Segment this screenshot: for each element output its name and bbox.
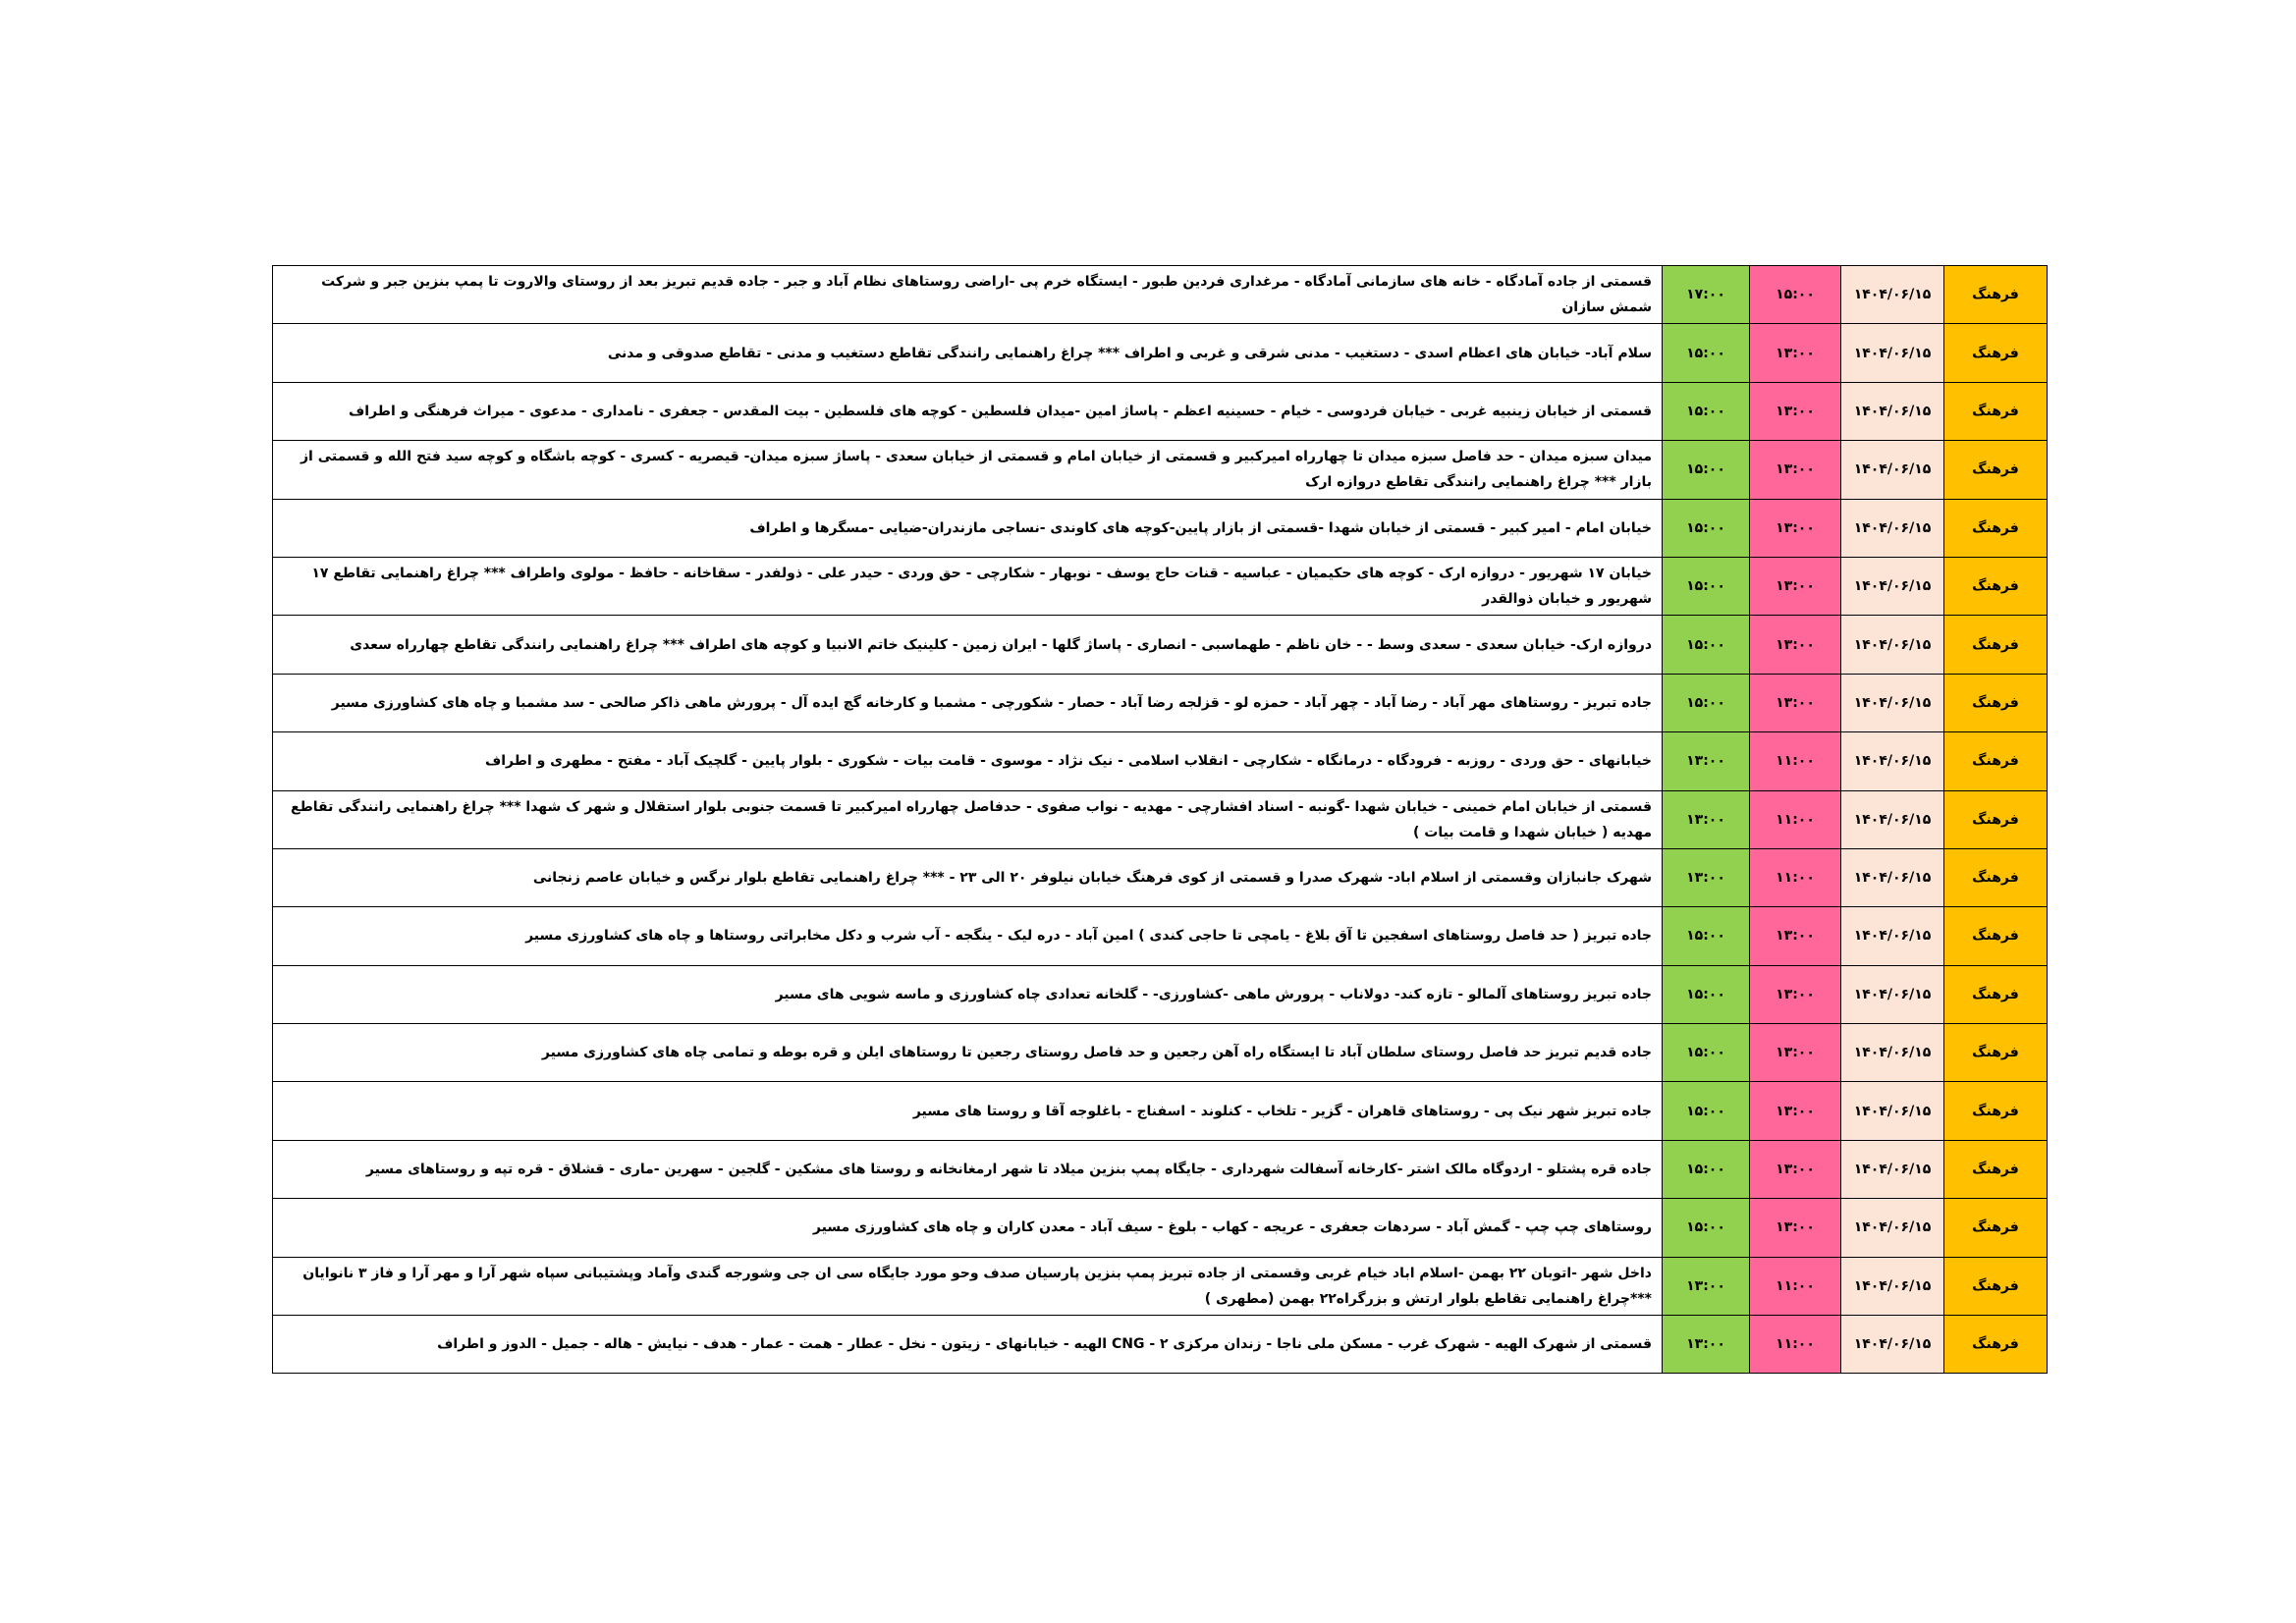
table-row	[273, 732, 2048, 790]
date-cell: ۱۴۰۴/۰۶/۱۵	[1841, 324, 1944, 382]
region-cell: فرهنگ	[1944, 1024, 2048, 1082]
end-time-cell: ۱۳:۰۰	[1663, 848, 1750, 906]
affected-area-cell: جاده قره پشتلو - اردوگاه مالک اشتر -کارخانه آسفالت شهرداری - جایگاه پمپ بنزین میلاد تا شهر ارمغانخانه و روستا های مشکین - گلجین - سهرین -ماری - قشلاق - قره تپه و روستاهای مسیر	[273, 1140, 1663, 1198]
affected-area-cell: جاده تبریز روستاهای آلمالو - تازه کند- دولاناب - پرورش ماهی -کشاورزی- - گلخانه تعدادی چاه کشاورزی و ماسه شویی های مسیر	[273, 965, 1663, 1023]
affected-area-cell: دروازه ارک- خیابان سعدی - سعدی وسط - - خان ناظم - طهماسبی - انصاری - پاساژ گلها - ایران زمین - کلینیک خاتم الانبیا و کوچه های اطراف *** چراغ راهنمایی رانندگی تقاطع چهارراه سعدی	[273, 616, 1663, 674]
start-time-cell: ۱۵:۰۰	[1750, 266, 1841, 324]
table-row	[273, 1024, 2048, 1082]
region-cell: فرهنگ	[1944, 965, 2048, 1023]
region-cell: فرهنگ	[1944, 1140, 2048, 1198]
table-row	[273, 1140, 2048, 1198]
table-row	[273, 499, 2048, 557]
date-cell: ۱۴۰۴/۰۶/۱۵	[1841, 266, 1944, 324]
start-time-cell: ۱۳:۰۰	[1750, 907, 1841, 965]
affected-area-cell: شهرک جانبازان وقسمتی از اسلام اباد- شهرک صدرا و قسمتی از کوی فرهنگ خیابان نیلوفر ۲۰ الی ۲۳ - *** چراغ راهنمایی تقاطع بلوار نرگس و خیابان عاصم زنجانی	[273, 848, 1663, 906]
end-time-cell: ۱۵:۰۰	[1663, 441, 1750, 499]
end-time-cell: ۱۳:۰۰	[1663, 732, 1750, 790]
table-row	[273, 324, 2048, 382]
date-cell: ۱۴۰۴/۰۶/۱۵	[1841, 1140, 1944, 1198]
start-time-cell: ۱۳:۰۰	[1750, 324, 1841, 382]
date-cell: ۱۴۰۴/۰۶/۱۵	[1841, 382, 1944, 440]
end-time-cell: ۱۳:۰۰	[1663, 1316, 1750, 1374]
end-time-cell: ۱۵:۰۰	[1663, 382, 1750, 440]
start-time-cell: ۱۱:۰۰	[1750, 1316, 1841, 1374]
table-row	[273, 441, 2048, 499]
end-time-cell: ۱۵:۰۰	[1663, 499, 1750, 557]
region-cell: فرهنگ	[1944, 732, 2048, 790]
start-time-cell: ۱۳:۰۰	[1750, 1024, 1841, 1082]
end-time-cell: ۱۳:۰۰	[1663, 1257, 1750, 1315]
outage-schedule-table	[272, 265, 2048, 1374]
region-cell: فرهنگ	[1944, 1082, 2048, 1140]
date-cell: ۱۴۰۴/۰۶/۱۵	[1841, 1082, 1944, 1140]
table-row	[273, 1257, 2048, 1315]
end-time-cell: ۱۵:۰۰	[1663, 907, 1750, 965]
date-cell: ۱۴۰۴/۰۶/۱۵	[1841, 790, 1944, 848]
region-cell: فرهنگ	[1944, 848, 2048, 906]
table-row	[273, 848, 2048, 906]
end-time-cell: ۱۷:۰۰	[1663, 266, 1750, 324]
date-cell: ۱۴۰۴/۰۶/۱۵	[1841, 907, 1944, 965]
affected-area-cell: جاده تبریز - روستاهای مهر آباد - رضا آباد - چهر آباد - حمزه لو - قزلجه رضا آباد - حصار - شکورچی - مشمبا و کارخانه گچ ایده آل - پرورش ماهی ذاکر صالحی - سد مشمبا و چاه های کشاورزی مسیر	[273, 674, 1663, 731]
start-time-cell: ۱۱:۰۰	[1750, 790, 1841, 848]
start-time-cell: ۱۱:۰۰	[1750, 848, 1841, 906]
date-cell: ۱۴۰۴/۰۶/۱۵	[1841, 1257, 1944, 1315]
table-row	[273, 1199, 2048, 1257]
end-time-cell: ۱۵:۰۰	[1663, 674, 1750, 731]
affected-area-cell: قسمتی از شهرک الهیه - شهرک غرب - مسکن ملی ناجا - زندان مرکزی ۲ - CNG الهیه - خیابانهای - زیتون - نخل - عطار - همت - عمار - هدف - نیایش - هاله - جمیل - الدوز و اطراف	[273, 1316, 1663, 1374]
affected-area-cell: خیابانهای - حق وردی - روزبه - فرودگاه - درمانگاه - شکارچی - انقلاب اسلامی - نیک نژاد - موسوی - قامت بیات - شکوری - بلوار پایین - گلچیک آباد - مفتح - مطهری و اطراف	[273, 732, 1663, 790]
table-row	[273, 557, 2048, 615]
date-cell: ۱۴۰۴/۰۶/۱۵	[1841, 441, 1944, 499]
affected-area-cell: قسمتی از خیابان امام خمینی - خیابان شهدا -گونبه - اسناد افشارچی - مهدیه - نواب صفوی - حدفاصل چهارراه امیرکبیر تا قسمت جنوبی بلوار استقلال و شهر ک شهدا *** چراغ راهنمایی رانندگی تقاطع مهدیه ( خیابان شهدا و قامت بیات )	[273, 790, 1663, 848]
table-row	[273, 1082, 2048, 1140]
affected-area-cell: داخل شهر -اتوبان ۲۲ بهمن -اسلام اباد خیام غربی وقسمتی از جاده تبریز پمپ بنزین پارسیان صدف وحو مورد جایگاه سی ان جی وشورجه گندی وآماد وپشتیبانی سپاه شهر آرا و مهر آرا و فاز ۳ نانوایان ***چراغ راهنمایی تقاطع بلوار ارتش و بزرگراه۲۲ بهمن (مطهری )	[273, 1257, 1663, 1315]
region-cell: فرهنگ	[1944, 266, 2048, 324]
start-time-cell: ۱۳:۰۰	[1750, 499, 1841, 557]
region-cell: فرهنگ	[1944, 1199, 2048, 1257]
start-time-cell: ۱۳:۰۰	[1750, 441, 1841, 499]
date-cell: ۱۴۰۴/۰۶/۱۵	[1841, 499, 1944, 557]
table-row	[273, 382, 2048, 440]
table-row	[273, 790, 2048, 848]
table-row	[273, 907, 2048, 965]
date-cell: ۱۴۰۴/۰۶/۱۵	[1841, 1316, 1944, 1374]
table-row	[273, 965, 2048, 1023]
affected-area-cell: روستاهای چپ چپ - گمش آباد - سردهات جعفری - عریجه - کهاب - بلوغ - سیف آباد - معدن کاران و چاه های کشاورزی مسیر	[273, 1199, 1663, 1257]
start-time-cell: ۱۳:۰۰	[1750, 1140, 1841, 1198]
table-row	[273, 266, 2048, 324]
region-cell: فرهنگ	[1944, 1316, 2048, 1374]
date-cell: ۱۴۰۴/۰۶/۱۵	[1841, 557, 1944, 615]
region-cell: فرهنگ	[1944, 790, 2048, 848]
affected-area-cell: سلام آباد- خیابان های اعظام اسدی - دستغیب - مدنی شرقی و غربی و اطراف *** چراغ راهنمایی رانندگی تقاطع دستغیب و مدنی - تقاطع صدوقی و مدنی	[273, 324, 1663, 382]
affected-area-cell: جاده تبریز شهر نیک پی - روستاهای قاهران - گزیر - تلخاب - کنلوند - اسفناج - باغلوجه آقا و روستا های مسیر	[273, 1082, 1663, 1140]
table-row	[273, 1316, 2048, 1374]
end-time-cell: ۱۵:۰۰	[1663, 324, 1750, 382]
end-time-cell: ۱۵:۰۰	[1663, 965, 1750, 1023]
region-cell: فرهنگ	[1944, 382, 2048, 440]
affected-area-cell: جاده تبریز ( حد فاصل روستاهای اسفجین تا آق بلاغ - یامچی تا حاجی کندی ) امین آباد - دره لیک - ینگجه - آب شرب و دکل مخابراتی روستاها و چاه های کشاورزی مسیر	[273, 907, 1663, 965]
start-time-cell: ۱۳:۰۰	[1750, 674, 1841, 731]
region-cell: فرهنگ	[1944, 499, 2048, 557]
start-time-cell: ۱۳:۰۰	[1750, 382, 1841, 440]
date-cell: ۱۴۰۴/۰۶/۱۵	[1841, 848, 1944, 906]
region-cell: فرهنگ	[1944, 907, 2048, 965]
region-cell: فرهنگ	[1944, 324, 2048, 382]
date-cell: ۱۴۰۴/۰۶/۱۵	[1841, 616, 1944, 674]
affected-area-cell: قسمتی از خیابان زینبیه غربی - خیابان فردوسی - خیام - حسینیه اعظم - پاساژ امین -میدان فلسطین - کوچه های فلسطین - بیت المقدس - جعفری - نامداری - مدعوی - میراث فرهنگی و اطراف	[273, 382, 1663, 440]
end-time-cell: ۱۵:۰۰	[1663, 557, 1750, 615]
start-time-cell: ۱۳:۰۰	[1750, 616, 1841, 674]
date-cell: ۱۴۰۴/۰۶/۱۵	[1841, 1199, 1944, 1257]
start-time-cell: ۱۳:۰۰	[1750, 1199, 1841, 1257]
end-time-cell: ۱۵:۰۰	[1663, 1024, 1750, 1082]
affected-area-cell: خیابان امام - امیر کبیر - قسمتی از خیابان شهدا -قسمتی از بازار پایین-کوچه های کاوندی -نساجی مازندران-ضیایی -مسگرها و اطراف	[273, 499, 1663, 557]
start-time-cell: ۱۳:۰۰	[1750, 965, 1841, 1023]
end-time-cell: ۱۳:۰۰	[1663, 790, 1750, 848]
region-cell: فرهنگ	[1944, 557, 2048, 615]
affected-area-cell: جاده قدیم تبریز حد فاصل روستای سلطان آباد تا ایستگاه راه آهن رجعین و حد فاصل روستای رجعین تا روستاهای ایلن و قره بوطه و تمامی چاه های کشاورزی مسیر	[273, 1024, 1663, 1082]
start-time-cell: ۱۱:۰۰	[1750, 732, 1841, 790]
start-time-cell: ۱۱:۰۰	[1750, 1257, 1841, 1315]
region-cell: فرهنگ	[1944, 674, 2048, 731]
date-cell: ۱۴۰۴/۰۶/۱۵	[1841, 674, 1944, 731]
table-row	[273, 674, 2048, 731]
affected-area-cell: خیابان ۱۷ شهریور - دروازه ارک - کوچه های حکیمیان - عباسیه - قنات حاج یوسف - نوبهار - شکارچی - حق وردی - حیدر علی - ذولفدر - سقاخانه - حافظ - مولوی واطراف *** چراغ راهنمایی تقاطع ۱۷ شهریور و خیابان ذوالقدر	[273, 557, 1663, 615]
start-time-cell: ۱۳:۰۰	[1750, 1082, 1841, 1140]
end-time-cell: ۱۵:۰۰	[1663, 1199, 1750, 1257]
end-time-cell: ۱۵:۰۰	[1663, 1140, 1750, 1198]
affected-area-cell: میدان سبزه میدان - حد فاصل سبزه میدان تا چهارراه امیرکبیر و قسمتی از خیابان امام و قسمتی از خیابان سعدی - پاساژ سبزه میدان- قیصریه - کسری - کوچه باشگاه و کوچه سید فتح الله و قسمتی از بازار *** چراغ راهنمایی رانندگی تقاطع دروازه ارک	[273, 441, 1663, 499]
end-time-cell: ۱۵:۰۰	[1663, 1082, 1750, 1140]
date-cell: ۱۴۰۴/۰۶/۱۵	[1841, 1024, 1944, 1082]
affected-area-cell: قسمتی از جاده آمادگاه - خانه های سازمانی آمادگاه - مرغداری فردین طبور - ایستگاه خرم پی -اراضی روستاهای نظام آباد و جبر - جاده قدیم تبریز بعد از روستای والاروت تا پمپ بنزین جبر و شرکت شمش سازان	[273, 266, 1663, 324]
table-row	[273, 616, 2048, 674]
region-cell: فرهنگ	[1944, 1257, 2048, 1315]
date-cell: ۱۴۰۴/۰۶/۱۵	[1841, 965, 1944, 1023]
end-time-cell: ۱۵:۰۰	[1663, 616, 1750, 674]
date-cell: ۱۴۰۴/۰۶/۱۵	[1841, 732, 1944, 790]
region-cell: فرهنگ	[1944, 616, 2048, 674]
start-time-cell: ۱۳:۰۰	[1750, 557, 1841, 615]
region-cell: فرهنگ	[1944, 441, 2048, 499]
